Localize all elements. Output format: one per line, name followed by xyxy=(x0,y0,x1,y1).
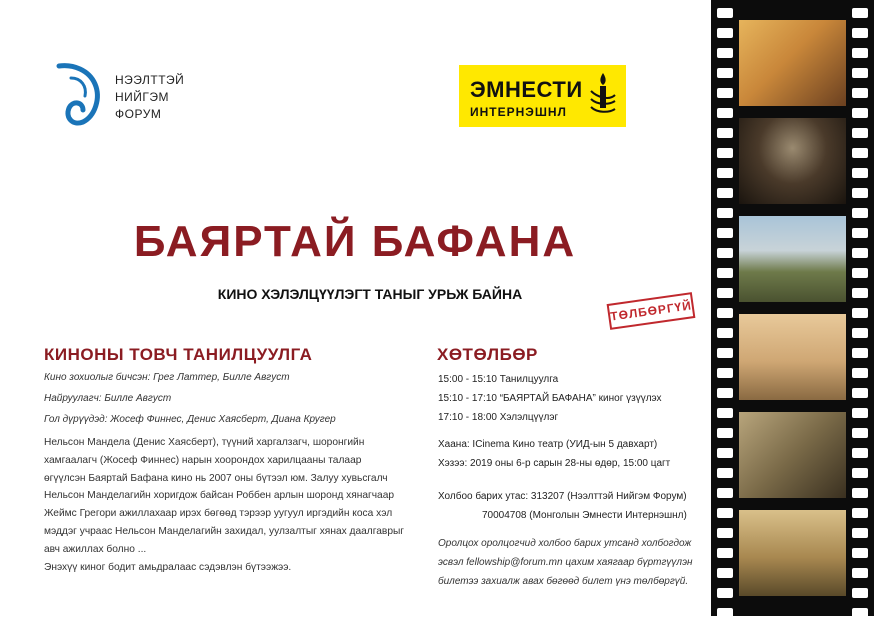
sprocket-hole xyxy=(717,408,733,418)
sprocket-hole xyxy=(717,28,733,38)
sprocket-hole xyxy=(852,108,868,118)
sprocket-hole xyxy=(852,208,868,218)
synopsis-line: хамгаалагч (Жосеф Финнес) нарын хоорондох харилцааны талаар xyxy=(44,454,362,466)
sprocket-hole xyxy=(717,88,733,98)
credit-line: Гол дүрүүдэд: Жосеф Финнес, Денис Хаясберт, Диана Кругер xyxy=(44,414,336,425)
sprocket-hole xyxy=(852,408,868,418)
sprocket-hole xyxy=(852,248,868,258)
sprocket-hole xyxy=(717,48,733,58)
sprocket-hole xyxy=(717,168,733,178)
synopsis-line: Энэхүү киног бодит амьдралаас сэдэвлэн бүтээжээ. xyxy=(44,561,292,573)
sprocket-hole xyxy=(717,68,733,78)
sprocket-hole xyxy=(717,128,733,138)
sprocket-hole xyxy=(852,288,868,298)
sprocket-hole xyxy=(852,488,868,498)
program-heading: ХӨТӨЛБӨР xyxy=(437,345,538,364)
film-frame-still xyxy=(739,412,846,498)
sprocket-hole xyxy=(717,108,733,118)
free-stamp: ТӨЛБӨРГҮЙ xyxy=(607,292,696,330)
contact-phone-2: 70004708 (Монголын Эмнести Интернэшнл) xyxy=(482,510,687,521)
note-line: билетээ захиалж авах бөгөөд билет үнэ төлбөргүй. xyxy=(438,576,689,587)
sprocket-hole xyxy=(717,448,733,458)
amnesty-logo-line2: ИНТЕРНЭШНЛ xyxy=(470,105,567,119)
film-frame-still xyxy=(739,314,846,400)
sprocket-hole xyxy=(852,148,868,158)
synopsis-line: Нельсон Мандела (Денис Хаясберт), түүний харгалзагч, шоронгийн xyxy=(44,437,365,448)
contact-info xyxy=(438,489,687,527)
sprocket-hole xyxy=(717,268,733,278)
synopsis-heading: КИНОНЫ ТОВЧ ТАНИЛЦУУЛГА xyxy=(44,345,313,364)
sprocket-hole xyxy=(852,328,868,338)
synopsis-line: өгүүлсэн Баяртай Бафана кино нь 2007 оны бүтээл юм. Залуу хувьсгалч xyxy=(44,472,388,484)
ngo-name xyxy=(115,72,184,123)
film-frame-still xyxy=(739,20,846,106)
sprocket-hole xyxy=(852,128,868,138)
sprocket-hole xyxy=(717,568,733,578)
sprocket-hole xyxy=(717,288,733,298)
sprocket-hole xyxy=(717,208,733,218)
sprocket-hole xyxy=(717,328,733,338)
event-info xyxy=(438,437,670,475)
sprocket-hole xyxy=(717,148,733,158)
sprocket-hole xyxy=(852,368,868,378)
sprocket-hole xyxy=(717,308,733,318)
sprocket-hole xyxy=(717,528,733,538)
sprocket-hole xyxy=(852,308,868,318)
sprocket-hole xyxy=(717,588,733,598)
schedule xyxy=(438,372,662,429)
film-title: БАЯРТАЙ БАФАНА xyxy=(133,217,577,266)
invitation-subtitle: КИНО ХЭЛЭЛЦҮҮЛЭГТ ТАНЫГ УРЬЖ БАЙНА xyxy=(217,286,523,302)
film-strip xyxy=(711,0,874,616)
sprocket-hole xyxy=(852,168,868,178)
ngo-name-line: НЭЭЛТТЭЙ xyxy=(115,73,185,87)
ngo-name-line: ФОРУМ xyxy=(115,107,162,121)
sprocket-hole xyxy=(852,608,868,618)
synopsis-line: Нельсон Манделагийн хоригдож байсан Роббен арлын шоронд хянагчаар xyxy=(44,490,395,502)
sprocket-hole xyxy=(717,388,733,398)
note-line: Оролцох оролцогчид холбоо барих утсанд холбогдож xyxy=(438,538,692,549)
sprocket-hole xyxy=(852,588,868,598)
sprocket-hole xyxy=(717,468,733,478)
schedule-item: 17:10 - 18:00 Хэлэлцүүлэг xyxy=(438,412,559,423)
sprocket-hole xyxy=(852,8,868,18)
sprocket-hole xyxy=(717,188,733,198)
sprocket-hole xyxy=(852,268,868,278)
open-society-forum-logo xyxy=(55,60,205,130)
amnesty-international-logo xyxy=(459,65,626,127)
sprocket-hole xyxy=(852,228,868,238)
sprocket-hole xyxy=(852,428,868,438)
film-frame-still xyxy=(739,216,846,302)
sprocket-hole xyxy=(852,548,868,558)
synopsis-text xyxy=(44,434,424,576)
sprocket-hole xyxy=(852,348,868,358)
sprocket-hole xyxy=(717,548,733,558)
sprocket-hole xyxy=(852,448,868,458)
film-frame-still xyxy=(739,510,846,596)
sprocket-hole xyxy=(852,508,868,518)
credit-line: Найруулагч: Билле Август xyxy=(44,393,172,404)
film-credits xyxy=(44,370,336,433)
amnesty-logo-line1: ЭМНЕСТИ xyxy=(470,77,583,102)
film-frame-still xyxy=(739,118,846,204)
synopsis-line: авч ажиллах болно ... xyxy=(44,543,147,555)
sprocket-hole xyxy=(852,188,868,198)
sprocket-hole xyxy=(852,468,868,478)
sprocket-hole xyxy=(852,388,868,398)
sprocket-hole xyxy=(717,228,733,238)
sprocket-hole xyxy=(852,68,868,78)
sprocket-hole xyxy=(852,568,868,578)
sprocket-hole xyxy=(717,508,733,518)
sprocket-hole xyxy=(717,8,733,18)
spiral-icon xyxy=(55,60,105,130)
ngo-name-line: НИЙГЭМ xyxy=(115,90,170,104)
registration-note xyxy=(438,536,693,593)
contact-phone-1: Холбоо барих утас: 313207 (Нээлттэй Нийгэм Форум) xyxy=(438,491,687,502)
event-location: Хаана: ICinema Кино театр (УИД-ын 5 давхарт) xyxy=(438,439,658,450)
synopsis-line: мэддэг учраас Нельсон Манделагийн захидал, уулзалтыг хянах даалгаврыг xyxy=(44,525,405,537)
sprocket-hole xyxy=(852,528,868,538)
sprocket-hole xyxy=(717,428,733,438)
sprocket-hole xyxy=(717,368,733,378)
sprocket-hole xyxy=(717,348,733,358)
candle-icon xyxy=(589,71,617,121)
schedule-item: 15:00 - 15:10 Танилцуулга xyxy=(438,374,559,385)
sprocket-hole xyxy=(717,608,733,618)
synopsis-line: Жеймс Грегори ажиллахаар ирэх бөгөөд тэрээр уугуул иргэдийн коса хэл xyxy=(44,508,393,520)
sprocket-hole xyxy=(717,248,733,258)
credit-line: Кино зохиолыг бичсэн: Грег Латтер, Билле Август xyxy=(44,372,290,383)
sprocket-hole xyxy=(717,488,733,498)
sprocket-hole xyxy=(852,88,868,98)
sprocket-hole xyxy=(852,48,868,58)
note-line: эсвэл fellowship@forum.mn цахим хаягаар бүртгүүлэн xyxy=(438,557,693,568)
event-date: Хэзээ: 2019 оны 6-р сарын 28-ны өдөр, 15:00 цагт xyxy=(438,458,671,469)
schedule-item: 15:10 - 17:10 “БАЯРТАЙ БАФАНА” киног үзүүлэх xyxy=(438,393,662,404)
sprocket-hole xyxy=(852,28,868,38)
